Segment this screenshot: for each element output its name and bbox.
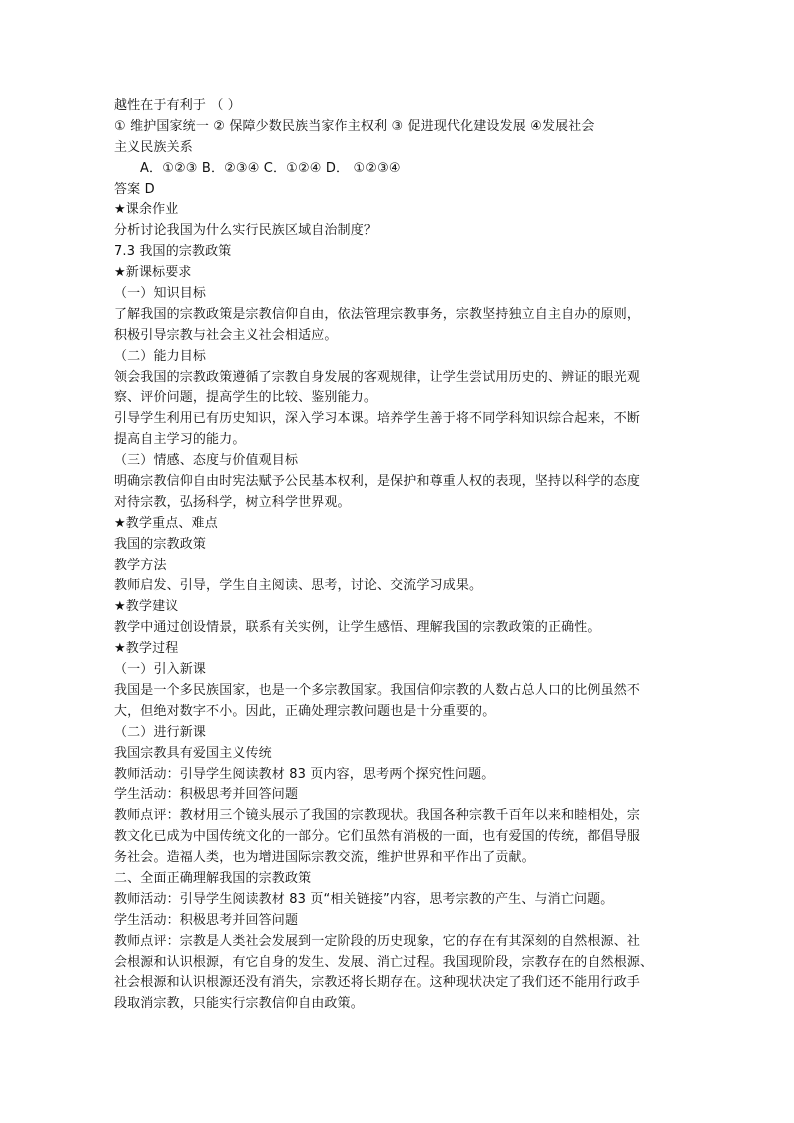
text-line: 察、评价问题，提高学生的比较、鉴别能力。 [114, 390, 378, 406]
text-line: 分析讨论我国为什么实行民族区域自治制度？ [114, 223, 378, 239]
text-line: 学生活动：积极思考并回答问题 [114, 787, 299, 803]
section-heading: ★新课标要求 [114, 265, 192, 281]
lesson-title: 7.3 我国的宗教政策 [114, 244, 232, 260]
text-line: 学生活动：积极思考并回答问题 [114, 912, 299, 928]
text-line: 我国宗教具有爱国主义传统 [114, 745, 272, 761]
text-line: 引导学生利用已有历史知识，深入学习本课。培养学生善于将不同学科知识综合起来，不断 [114, 411, 641, 427]
text-line: 教学中通过创设情景，联系有关实例，让学生感悟、理解我国的宗教政策的正确性。 [114, 620, 601, 636]
section-heading: ★教学建议 [114, 599, 179, 615]
text-line: 明确宗教信仰自由时宪法赋予公民基本权利，是保护和尊重人权的表现，坚持以科学的态度 [114, 474, 641, 490]
text-line: 教师点评：宗教是人类社会发展到一定阶段的历史现象，它的存在有其深刻的自然根源、社 [114, 933, 641, 949]
text-line: 社会根源和认识根源还没有消失，宗教还将长期存在。这种现状决定了我们还不能用行政手 [114, 975, 641, 991]
text-line: 越性在于有利于 （ ） [114, 98, 241, 113]
text-line: 教师点评：教材用三个镜头展示了我国的宗教现状。我国各种宗教千百年以来和睦相处，宗 [114, 808, 641, 824]
text-line: 主义民族关系 [114, 139, 193, 155]
subsection-heading: （一）引入新课 [114, 662, 207, 678]
text-line: 教师活动：引导学生阅读教材 83 页内容，思考两个探究性问题。 [114, 766, 495, 782]
text-line: 领会我国的宗教政策遵循了宗教自身发展的客观规律，让学生尝试用历史的、辨证的眼光观 [114, 369, 641, 385]
subsection-heading: （一）知识目标 [114, 286, 207, 302]
subsection-heading: （三）情感、态度与价值观目标 [114, 453, 299, 469]
text-line: 务社会。造福人类，也为增进国际宗教交流，维护世界和平作出了贡献。 [114, 850, 535, 866]
text-line: 教文化已成为中国传统文化的一部分。它们虽然有消极的一面，也有爱国的传统，都倡导服 [114, 829, 641, 845]
text-line: 大，但绝对数字不小。因此，正确处理宗教问题也是十分重要的。 [114, 703, 496, 719]
text-line: 我国是一个多民族国家，也是一个多宗教国家。我国信仰宗教的人数占总人口的比例虽然不 [114, 682, 641, 698]
text-line: 我国的宗教政策 [114, 536, 207, 552]
text-line: 积极引导宗教与社会主义社会相适应。 [114, 327, 338, 343]
subsection-heading: 二、全面正确理解我国的宗教政策 [114, 870, 312, 886]
text-line: 教师活动：引导学生阅读教材 83 页“相关链接”内容，思考宗教的产生、与消亡问题。 [114, 891, 614, 907]
answer-key: 答案 D [114, 181, 155, 197]
text-line: 段取消宗教，只能实行宗教信仰自由政策。 [114, 996, 364, 1012]
section-heading: ★课余作业 [114, 202, 179, 218]
text-line: 对待宗教，弘扬科学，树立科学世界观。 [114, 494, 351, 510]
text-line: 会根源和认识根源，有它自身的发生、发展、消亡过程。我国现阶段，宗教存在的自然根源、 [114, 954, 654, 970]
text-line: 了解我国的宗教政策是宗教信仰自由，依法管理宗教事务，宗教坚持独立自主自办的原则， [114, 306, 641, 322]
text-line: ① 维护国家统一 ② 保障少数民族当家作主权利 ③ 促进现代化建设发展 ④发展社会 [114, 118, 595, 134]
text-line: 教师启发、引导，学生自主阅读、思考，讨论、交流学习成果。 [114, 578, 483, 594]
text-line: 提高自主学习的能力。 [114, 432, 246, 448]
subsection-heading: 教学方法 [114, 557, 167, 573]
subsection-heading: （二）能力目标 [114, 348, 207, 364]
section-heading: ★教学过程 [114, 641, 179, 657]
document-page [114, 96, 684, 1015]
answer-choices: A．①②③ B．②③④ C．①②④ D． ①②③④ [140, 160, 401, 176]
section-heading: ★教学重点、难点 [114, 515, 218, 531]
subsection-heading: （二）进行新课 [114, 724, 207, 740]
